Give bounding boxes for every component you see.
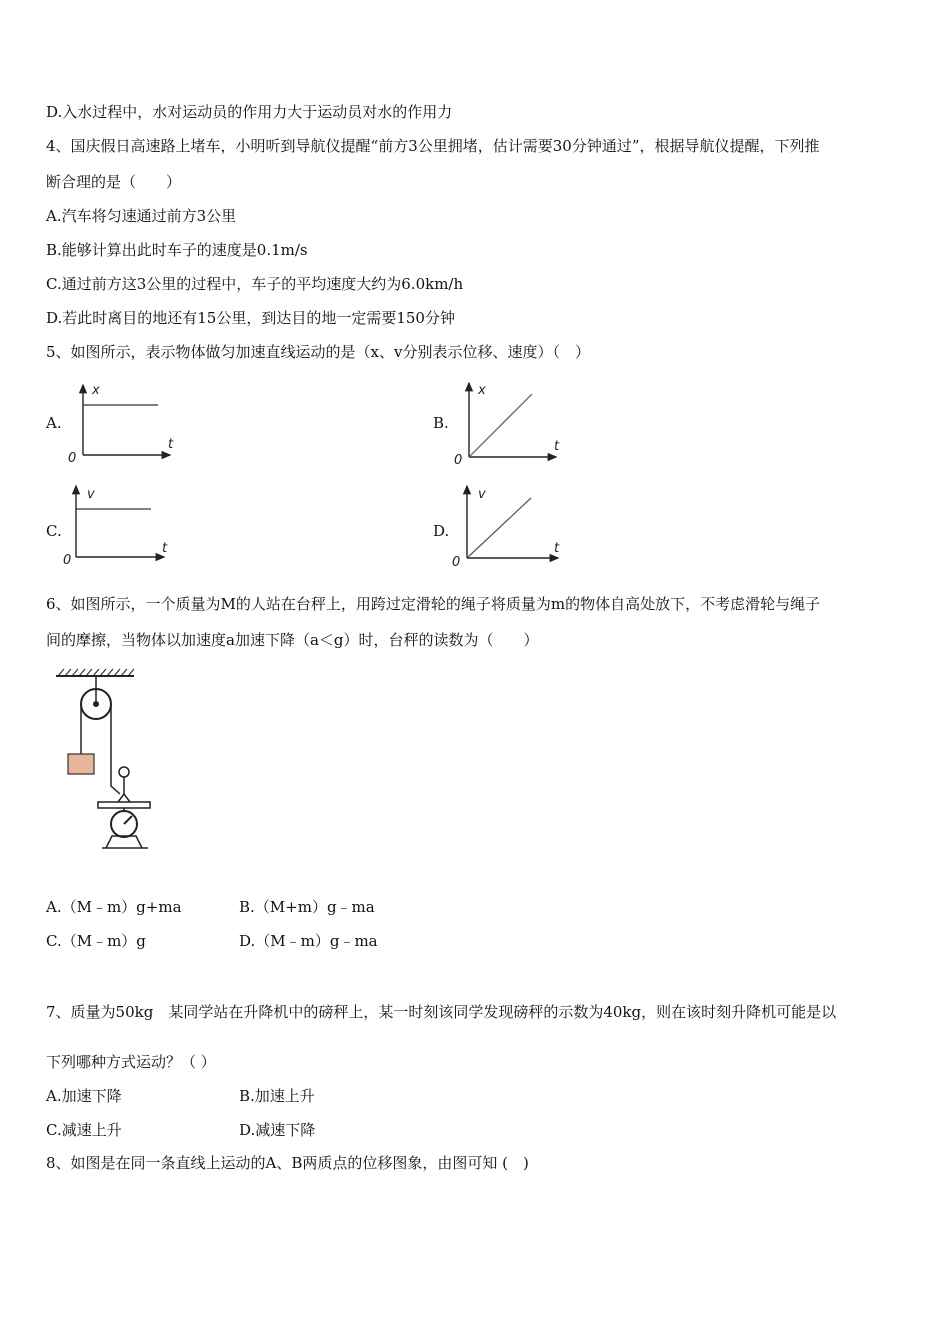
q5-graph-d	[446, 482, 571, 572]
y-axis-label: x	[92, 383, 100, 398]
q4-option-d: D.若此时离目的地还有15公里，到达目的地一定需要150分钟	[46, 309, 455, 327]
person-head	[119, 767, 129, 777]
origin-label: 0	[452, 555, 461, 570]
q6-option-b: B.（M+m）g﹣ma	[239, 898, 375, 916]
q5-graph-c	[60, 482, 185, 572]
q5-option-b-label: B.	[433, 414, 449, 432]
q6-option-d: D.（M﹣m）g﹣ma	[239, 932, 378, 950]
pulley-axle	[93, 701, 99, 707]
rope-right	[111, 704, 120, 794]
q6-stem: 6、如图所示，一个质量为M的人站在台秤上，用跨过定滑轮的绳子将质量为m的物体自高处放下，不考虑滑轮与绳子	[46, 595, 821, 613]
y-axis-label: x	[478, 383, 486, 398]
q4-option-c: C.通过前方这3公里的过程中，车子的平均速度大约为6.0km/h	[46, 275, 464, 293]
origin-label: 0	[68, 451, 77, 466]
x-axis-label: t	[554, 439, 560, 454]
y-axis-label: v	[478, 487, 486, 502]
q7-stem-cont: 下列哪种方式运动？（ ）	[46, 1053, 216, 1071]
q6-option-c: C.（M﹣m）g	[46, 932, 146, 950]
q6-stem-cont: 间的摩擦，当物体以加速度a加速下降（a＜g）时，台秤的读数为（ ）	[46, 631, 539, 649]
q3-option-d: D.入水过程中，水对运动员的作用力大于运动员对水的作用力	[46, 103, 453, 121]
q7-option-c: C.减速上升	[46, 1121, 122, 1139]
q4-option-a: A.汽车将匀速通过前方3公里	[46, 207, 237, 225]
q5-graph-b	[446, 378, 571, 468]
q7-option-b: B.加速上升	[239, 1087, 315, 1105]
q8-stem: 8、如图是在同一条直线上运动的A、B两质点的位移图象，由图可知 ( )	[46, 1154, 529, 1172]
q7-stem: 7、质量为50kg 某同学站在升降机中的磅秤上，某一时刻该同学发现磅秤的示数为40kg，则在该时刻升降机可能是以	[46, 1003, 837, 1021]
q7-option-a: A.加速下降	[46, 1087, 122, 1105]
x-axis-label: t	[554, 541, 560, 556]
person-leg-right	[124, 794, 130, 802]
q5-option-a-label: A.	[46, 414, 62, 432]
graph-line	[467, 498, 531, 558]
x-axis-label: t	[162, 541, 168, 556]
q4-stem-cont: 断合理的是（ ）	[46, 173, 182, 191]
x-axis-label: t	[168, 437, 174, 452]
origin-label: 0	[454, 453, 463, 468]
q5-graph-a	[60, 378, 185, 468]
ceiling-hatch	[58, 669, 134, 676]
graph-line	[469, 394, 532, 457]
q7-option-d: D.减速下降	[239, 1121, 316, 1139]
q4-stem: 4、国庆假日高速路上堵车，小明听到导航仪提醒“前方3公里拥堵，估计需要30分钟通过”，根据导航仪提醒，下列推	[46, 137, 820, 155]
q6-option-a: A.（M﹣m）g+ma	[46, 898, 182, 916]
scale-platform	[98, 802, 150, 808]
q5-option-c-label: C.	[46, 522, 62, 540]
q4-option-b: B.能够计算出此时车子的速度是0.1m/s	[46, 241, 308, 259]
q5-stem: 5、如图所示，表示物体做匀加速直线运动的是（x、v分别表示位移、速度）（ ）	[46, 343, 590, 361]
y-axis-label: v	[87, 487, 95, 502]
pulley-scale-diagram	[50, 666, 160, 856]
q5-option-d-label: D.	[433, 522, 450, 540]
origin-label: 0	[63, 553, 72, 568]
person-leg-left	[118, 794, 124, 802]
block-m	[68, 754, 94, 774]
